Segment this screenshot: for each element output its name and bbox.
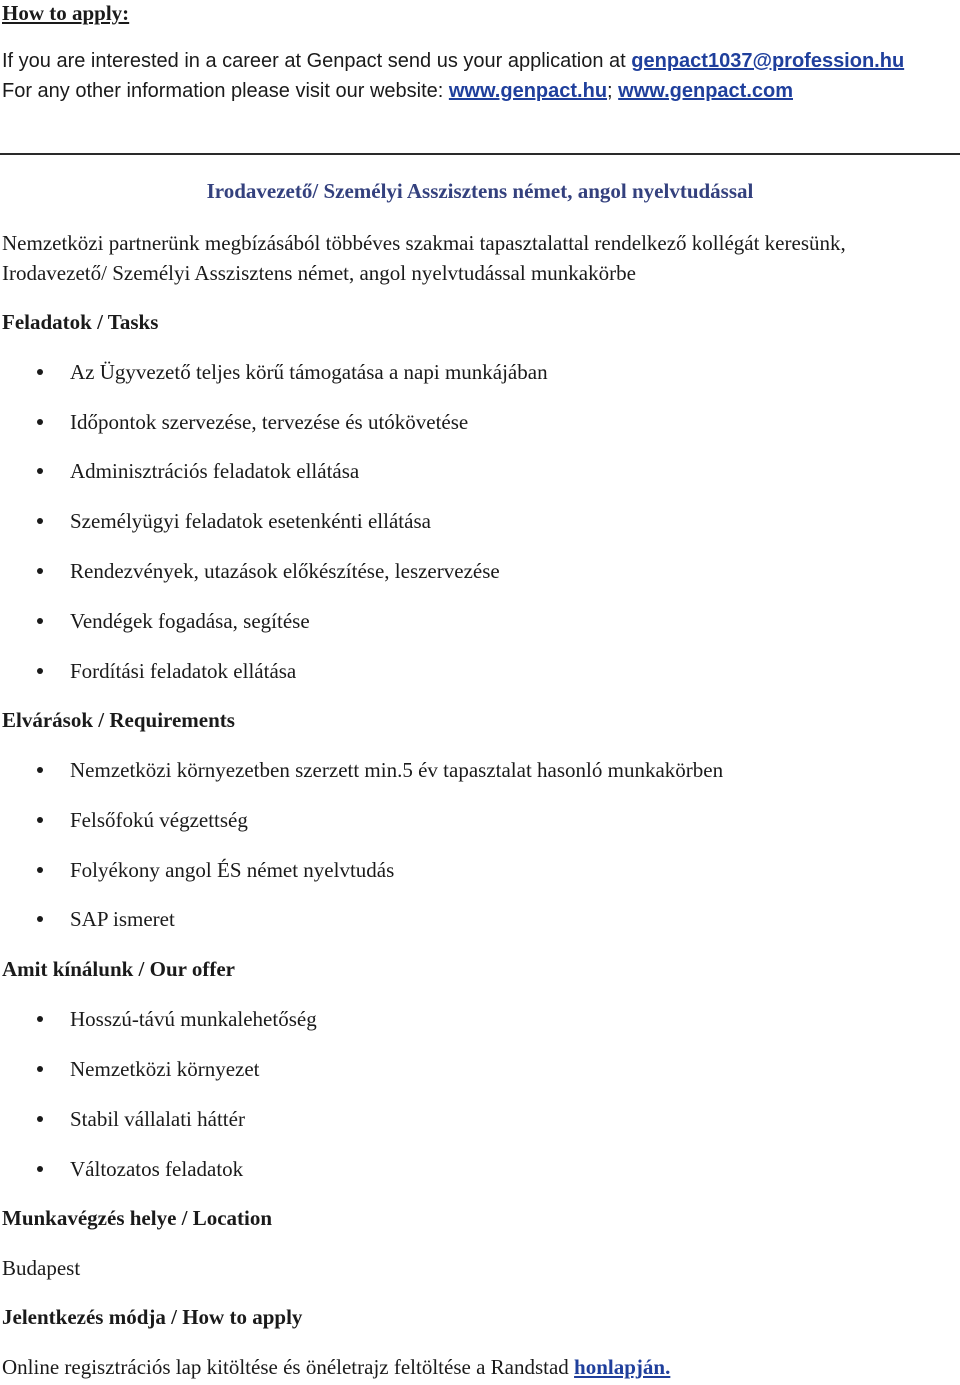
task-item: Adminisztrációs feladatok ellátása [70,459,360,483]
intro-line-2: Irodavezető/ Személyi Asszisztens német, angol nyelvtudással munkakörbe [2,261,636,285]
task-item: Az Ügyvezető teljes körű támogatása a napi munkájában [70,360,548,384]
bullet-icon [37,568,43,574]
bullet-icon [37,369,43,375]
offer-item: Változatos feladatok [70,1157,244,1181]
website-line [2,81,793,101]
offer-item: Nemzetközi környezet [70,1057,260,1081]
requirement-item: Nemzetközi környezetben szerzett min.5 év tapasztalat hasonló munkakörben [70,758,724,782]
requirement-item: SAP ismeret [70,907,175,931]
task-item: Személyügyi feladatok esetenkénti ellátása [70,509,431,533]
email-link[interactable]: genpact1037@profession.hu [631,50,905,72]
task-item: Időpontok szervezése, tervezése és utókövetése [70,410,469,434]
requirement-item: Felsőfokú végzettség [70,808,248,832]
website-link-hu[interactable]: www.genpact.hu [448,80,608,102]
bullet-icon [37,817,43,823]
bullet-icon [37,419,43,425]
bullet-icon [37,1166,43,1172]
homepage-link[interactable]: honlapján. [574,1355,671,1379]
bullet-icon [37,767,43,773]
task-item: Vendégek fogadása, segítése [70,609,310,633]
bullet-icon [37,867,43,873]
bullet-icon [37,1016,43,1022]
bullet-icon [37,916,43,922]
horizontal-rule [0,153,960,155]
bullet-icon [37,1066,43,1072]
task-item: Fordítási feladatok ellátása [70,659,297,683]
how-to-apply-heading: How to apply: [2,1,130,25]
bullet-icon [37,518,43,524]
tasks-heading: Feladatok / Tasks [2,310,159,334]
application-line [2,51,904,71]
bullet-icon [37,668,43,674]
offer-item: Stabil vállalati háttér [70,1107,245,1131]
intro-line-1: Nemzetközi partnerünk megbízásából többéves szakmai tapasztalattal rendelkező kollégát keresünk, [2,231,846,255]
requirements-heading: Elvárások / Requirements [2,708,235,732]
application-text: If you are interested in a career at Genpact send us your application at [2,50,632,72]
location-heading: Munkavégzés helye / Location [2,1206,273,1230]
requirement-item: Folyékony angol ÉS német nyelvtudás [70,858,395,882]
task-item: Rendezvények, utazások előkészítése, leszervezése [70,559,500,583]
location-value: Budapest [2,1256,81,1280]
apply-heading: Jelentkezés módja / How to apply [2,1305,303,1329]
bullet-icon [37,618,43,624]
offer-item: Hosszú-távú munkalehetőség [70,1007,317,1031]
website-link-com[interactable]: www.genpact.com [618,80,793,102]
bullet-icon [37,468,43,474]
apply-line [2,1357,670,1378]
website-separator: ; [607,80,619,102]
apply-text: Online regisztrációs lap kitöltése és önéletrajz feltöltése a Randstad [2,1355,575,1379]
job-title: Irodavezető/ Személyi Asszisztens német, angol nyelvtudással [206,179,754,203]
bullet-icon [37,1116,43,1122]
offer-heading: Amit kínálunk / Our offer [2,957,235,981]
website-text: For any other information please visit our website: [2,80,449,102]
